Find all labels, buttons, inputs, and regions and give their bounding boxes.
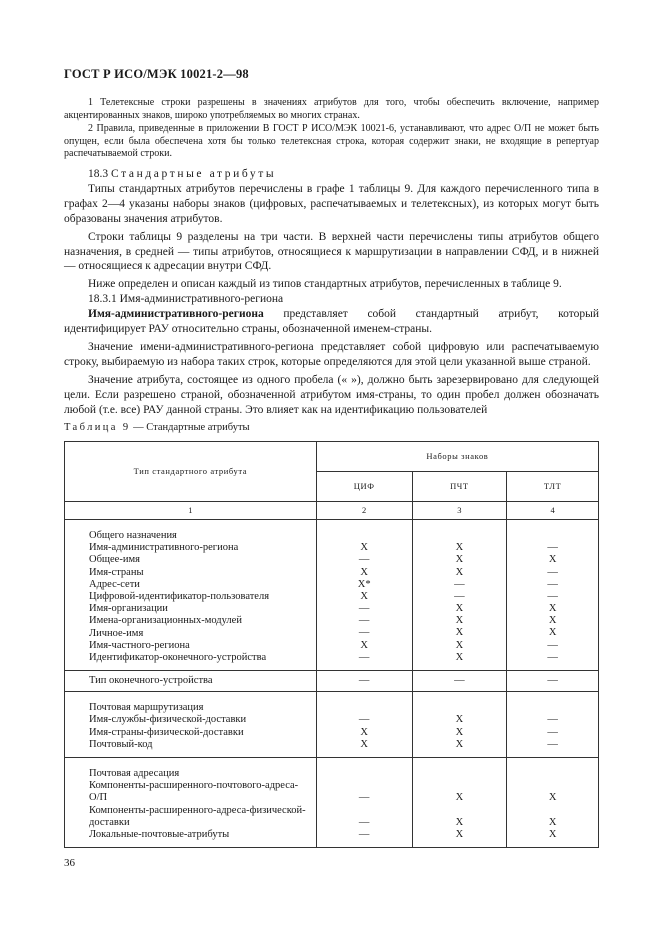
charset-value-holder (507, 628, 598, 640)
section-title: Стандартные атрибуты (111, 168, 277, 180)
charset-value: — (547, 675, 558, 687)
charset-value: — (454, 590, 465, 602)
table-body (65, 520, 599, 848)
attribute-name: Идентификатор-оконечного-устройства (89, 651, 267, 663)
subsection-lead-term: Имя-административного-региона (88, 308, 264, 321)
charset-value: — (547, 726, 558, 738)
charset-value: — (547, 590, 558, 602)
pcht-cell (412, 520, 507, 671)
charset-value-holder (507, 714, 598, 726)
col4-header: ТЛТ (507, 472, 599, 502)
pcht-cell (412, 692, 507, 758)
table-group-row (65, 758, 599, 848)
tlt-cell (507, 692, 599, 758)
group-title: Общего назначения (89, 530, 177, 541)
charset-value-holder (507, 652, 598, 664)
spacer (507, 768, 598, 780)
charset-value-holder (317, 628, 412, 640)
section-heading (64, 167, 599, 182)
charset-value: — (358, 828, 370, 840)
section-number: 18.3 (88, 168, 109, 180)
attribute-name: Имя-страны (89, 566, 144, 578)
charset-value-holder (413, 567, 507, 579)
charset-value: X (360, 542, 368, 554)
charset-value-holder (317, 780, 412, 804)
table-group-row (65, 520, 599, 671)
charset-value-holder (317, 554, 412, 566)
charset-value: — (358, 792, 370, 804)
charset-value-holder (317, 805, 412, 829)
charset-value: X (548, 816, 557, 828)
col2-header: ЦИФ (316, 472, 412, 502)
attribute-name: Локальные-почтовые-атрибуты (89, 829, 230, 840)
attribute-name: Тип оконечного-устройства (89, 675, 213, 687)
charset-value-holder (413, 727, 507, 739)
charset-value-holder (507, 805, 598, 829)
group-title: Почтовая адресация (89, 768, 180, 779)
charset-value: X (455, 828, 464, 840)
table-caption (64, 422, 250, 433)
spacer (317, 530, 412, 542)
table-caption-label: Таблица 9 (64, 422, 131, 433)
charset-value-holder (317, 739, 412, 751)
charset-value-holder (317, 727, 412, 739)
charset-value: X (455, 627, 464, 639)
charset-value: X (548, 615, 557, 627)
charset-value-holder (317, 615, 412, 627)
cif-cell (316, 671, 412, 692)
col1-header: Тип стандартного атрибута (65, 442, 317, 502)
charset-value: X (548, 603, 557, 615)
charset-value: — (358, 816, 370, 828)
cif-cell (316, 692, 412, 758)
charset-value: X (455, 554, 464, 566)
subsection-paragraph-1 (64, 307, 599, 337)
charset-value: X (455, 738, 464, 750)
charset-value-holder (413, 542, 507, 554)
spacer (317, 768, 412, 780)
subsection-lead-rest: представляет собой стандартный атрибут, который идентифицирует РАУ относительно страны, обозначенной именем-страны. (64, 308, 599, 336)
charset-value-holder (507, 640, 598, 652)
attribute-type-cell (65, 692, 317, 758)
charset-value: X (455, 816, 464, 828)
charset-value: X (455, 566, 464, 578)
charset-value: — (547, 639, 558, 651)
attribute-name: Имя-страны-физической-доставки (89, 726, 244, 738)
col3-header: ПЧТ (412, 472, 507, 502)
charset-value-holder (317, 591, 412, 603)
section-paragraph-3: Ниже определен и описан каждый из типов стандартных атрибутов, перечисленных в таблице 9. (88, 278, 562, 291)
attribute-name: Имя-организации (89, 603, 168, 615)
charset-value-holder (413, 615, 507, 627)
charset-value-holder (317, 652, 412, 664)
note-1: 1 Телетексные строки разрешены в значениях атрибутов для того, чтобы обеспечить включение, например акцентированных знаков, широко употребляемых во многих странах. (64, 97, 599, 121)
charset-value: — (547, 578, 558, 590)
table-caption-text: — Стандартные атрибуты (130, 422, 250, 433)
spacer (413, 768, 507, 780)
charset-value-holder (413, 805, 507, 829)
charset-value: — (547, 542, 558, 554)
charset-value: X (455, 792, 464, 804)
charset-value: — (358, 615, 370, 627)
attribute-name: Цифровой-идентификатор-пользователя (89, 590, 270, 602)
charset-value: — (358, 627, 370, 639)
charset-value-holder (507, 554, 598, 566)
charset-value-holder (507, 739, 598, 751)
tlt-cell (507, 671, 599, 692)
charset-value: X (455, 603, 464, 615)
spacer (507, 702, 598, 714)
charset-value-holder (317, 829, 412, 841)
charset-value-holder (413, 579, 507, 591)
document-header: ГОСТ Р ИСО/МЭК 10021-2—98 (64, 67, 249, 81)
charset-value-holder (507, 542, 598, 554)
table-group-row (65, 671, 599, 692)
charset-value: — (547, 651, 558, 663)
charset-value-holder (413, 714, 507, 726)
tlt-cell (507, 758, 599, 848)
standard-attributes-table (64, 441, 599, 848)
section-paragraph-1: Типы стандартных атрибутов перечислены в графе 1 таблицы 9. Для каждого перечисленного типа в графах 2—4 указаны наборы знаков (цифровых, распечатываемых и телетексных), из которых могут быть образованы значения атрибутов. (64, 182, 599, 225)
charset-value: X (548, 627, 557, 639)
charset-value: — (454, 578, 465, 590)
charset-value: X (455, 714, 464, 726)
charset-value-holder (413, 591, 507, 603)
charset-value-holder (413, 652, 507, 664)
charset-value-holder (413, 628, 507, 640)
charset-value: — (358, 714, 370, 726)
charset-value: X (360, 738, 368, 750)
subsection-heading: 18.3.1 Имя-административного-региона (88, 293, 284, 306)
notes-block (64, 97, 599, 162)
charset-value: X (360, 639, 368, 651)
charset-value-holder (507, 579, 598, 591)
charset-value-holder (507, 603, 598, 615)
charset-value-holder (507, 591, 598, 603)
charset-value-holder (413, 603, 507, 615)
charset-value: X (360, 726, 368, 738)
charset-value-holder (413, 829, 507, 841)
spacer (413, 702, 507, 714)
col-number-2: 2 (316, 502, 412, 520)
table-group-row (65, 692, 599, 758)
attribute-name: Компоненты-расширенного-адреса-физической-доставки (89, 804, 306, 828)
subsection-paragraph-2: Значение имени-административного-региона представляет собой цифровую или распечатываемую строку, выбираемую из набора таких строк, которые определяются для этой цели указанной выше страной. (64, 340, 599, 368)
charset-value: X (548, 828, 557, 840)
charset-value: — (358, 651, 370, 663)
charset-value-holder (507, 780, 598, 804)
charset-value: X (548, 792, 557, 804)
note-2: 2 Правила, приведенные в приложении В ГОСТ Р ИСО/МЭК 10021-6, устанавливают, что адрес О/П не может быть опущен, если была обеспечена хотя бы только телетексная строка, которая содержит знаки, не входящие в репертуар распечатываемой строки. (64, 123, 599, 160)
cif-cell (316, 520, 412, 671)
charset-value: X (455, 639, 464, 651)
attribute-name: Имя-административного-региона (89, 542, 239, 554)
col-number-3: 3 (412, 502, 507, 520)
attribute-name: Общее-имя (89, 554, 140, 566)
charset-value-holder (413, 739, 507, 751)
attribute-type-cell (65, 520, 317, 671)
section-body (64, 167, 599, 418)
attribute-name: Адрес-сети (89, 578, 140, 590)
charset-value: X* (357, 578, 371, 590)
charset-group-header: Наборы знаков (316, 442, 598, 472)
charset-value: X (360, 590, 368, 602)
charset-value: — (358, 603, 370, 615)
charset-value-holder (507, 567, 598, 579)
charset-value: X (455, 726, 464, 738)
col-number-1: 1 (65, 502, 317, 520)
spacer (317, 702, 412, 714)
charset-value-holder (413, 640, 507, 652)
charset-value-holder (413, 780, 507, 804)
group-title: Почтовая маршрутизация (89, 702, 204, 714)
page-number: 36 (64, 857, 75, 869)
attribute-name: Имя-частного-региона (89, 639, 190, 651)
subsection-paragraph-3: Значение атрибута, состоящее из одного пробела (« »), должно быть зарезервировано для следующей цели. Если разрешено страной, обозначенной атрибутом имя-страны, то один пробел должен обозначать любой (т.е. все) РАУ данной страны. Это влияет как на идентификацию пользователей (64, 373, 599, 416)
col-number-4: 4 (507, 502, 599, 520)
charset-value: X (455, 615, 464, 627)
charset-value: — (454, 675, 465, 687)
attribute-name: Имя-службы-физической-доставки (89, 714, 247, 726)
spacer (507, 530, 598, 542)
section-paragraph-2: Строки таблицы 9 разделены на три части. В верхней части перечислены типы атрибутов общего назначения, в средней — типы атрибутов, относящиеся к маршрутизации в направлении СФД, и в нижней — относящиеся к адресации внутри СФД. (64, 230, 599, 273)
charset-value: X (455, 651, 464, 663)
pcht-cell (412, 758, 507, 848)
attribute-name: Личное-имя (89, 627, 144, 639)
charset-value-holder (317, 603, 412, 615)
charset-value-holder (507, 727, 598, 739)
attribute-type-cell (65, 758, 317, 848)
charset-value-holder (317, 714, 412, 726)
charset-value: — (547, 738, 558, 750)
charset-value: X (360, 566, 368, 578)
attribute-name: Имена-организационных-модулей (89, 615, 242, 627)
charset-value-holder (317, 542, 412, 554)
spacer (413, 530, 507, 542)
charset-value: — (547, 714, 558, 726)
charset-value-holder (317, 567, 412, 579)
charset-value: X (548, 554, 557, 566)
cif-cell (316, 758, 412, 848)
charset-value: — (547, 566, 558, 578)
attribute-name: Компоненты-расширенного-почтового-адреса-О/П (89, 780, 299, 804)
charset-value-holder (317, 640, 412, 652)
charset-value: — (358, 675, 370, 687)
tlt-cell (507, 520, 599, 671)
attribute-name: Почтовый-код (89, 738, 153, 750)
attribute-type-cell (65, 671, 317, 692)
charset-value-holder (413, 554, 507, 566)
charset-value-holder (507, 615, 598, 627)
charset-value: X (455, 542, 464, 554)
charset-value: — (358, 554, 370, 566)
pcht-cell (412, 671, 507, 692)
charset-value-holder (317, 579, 412, 591)
charset-value-holder (507, 829, 598, 841)
